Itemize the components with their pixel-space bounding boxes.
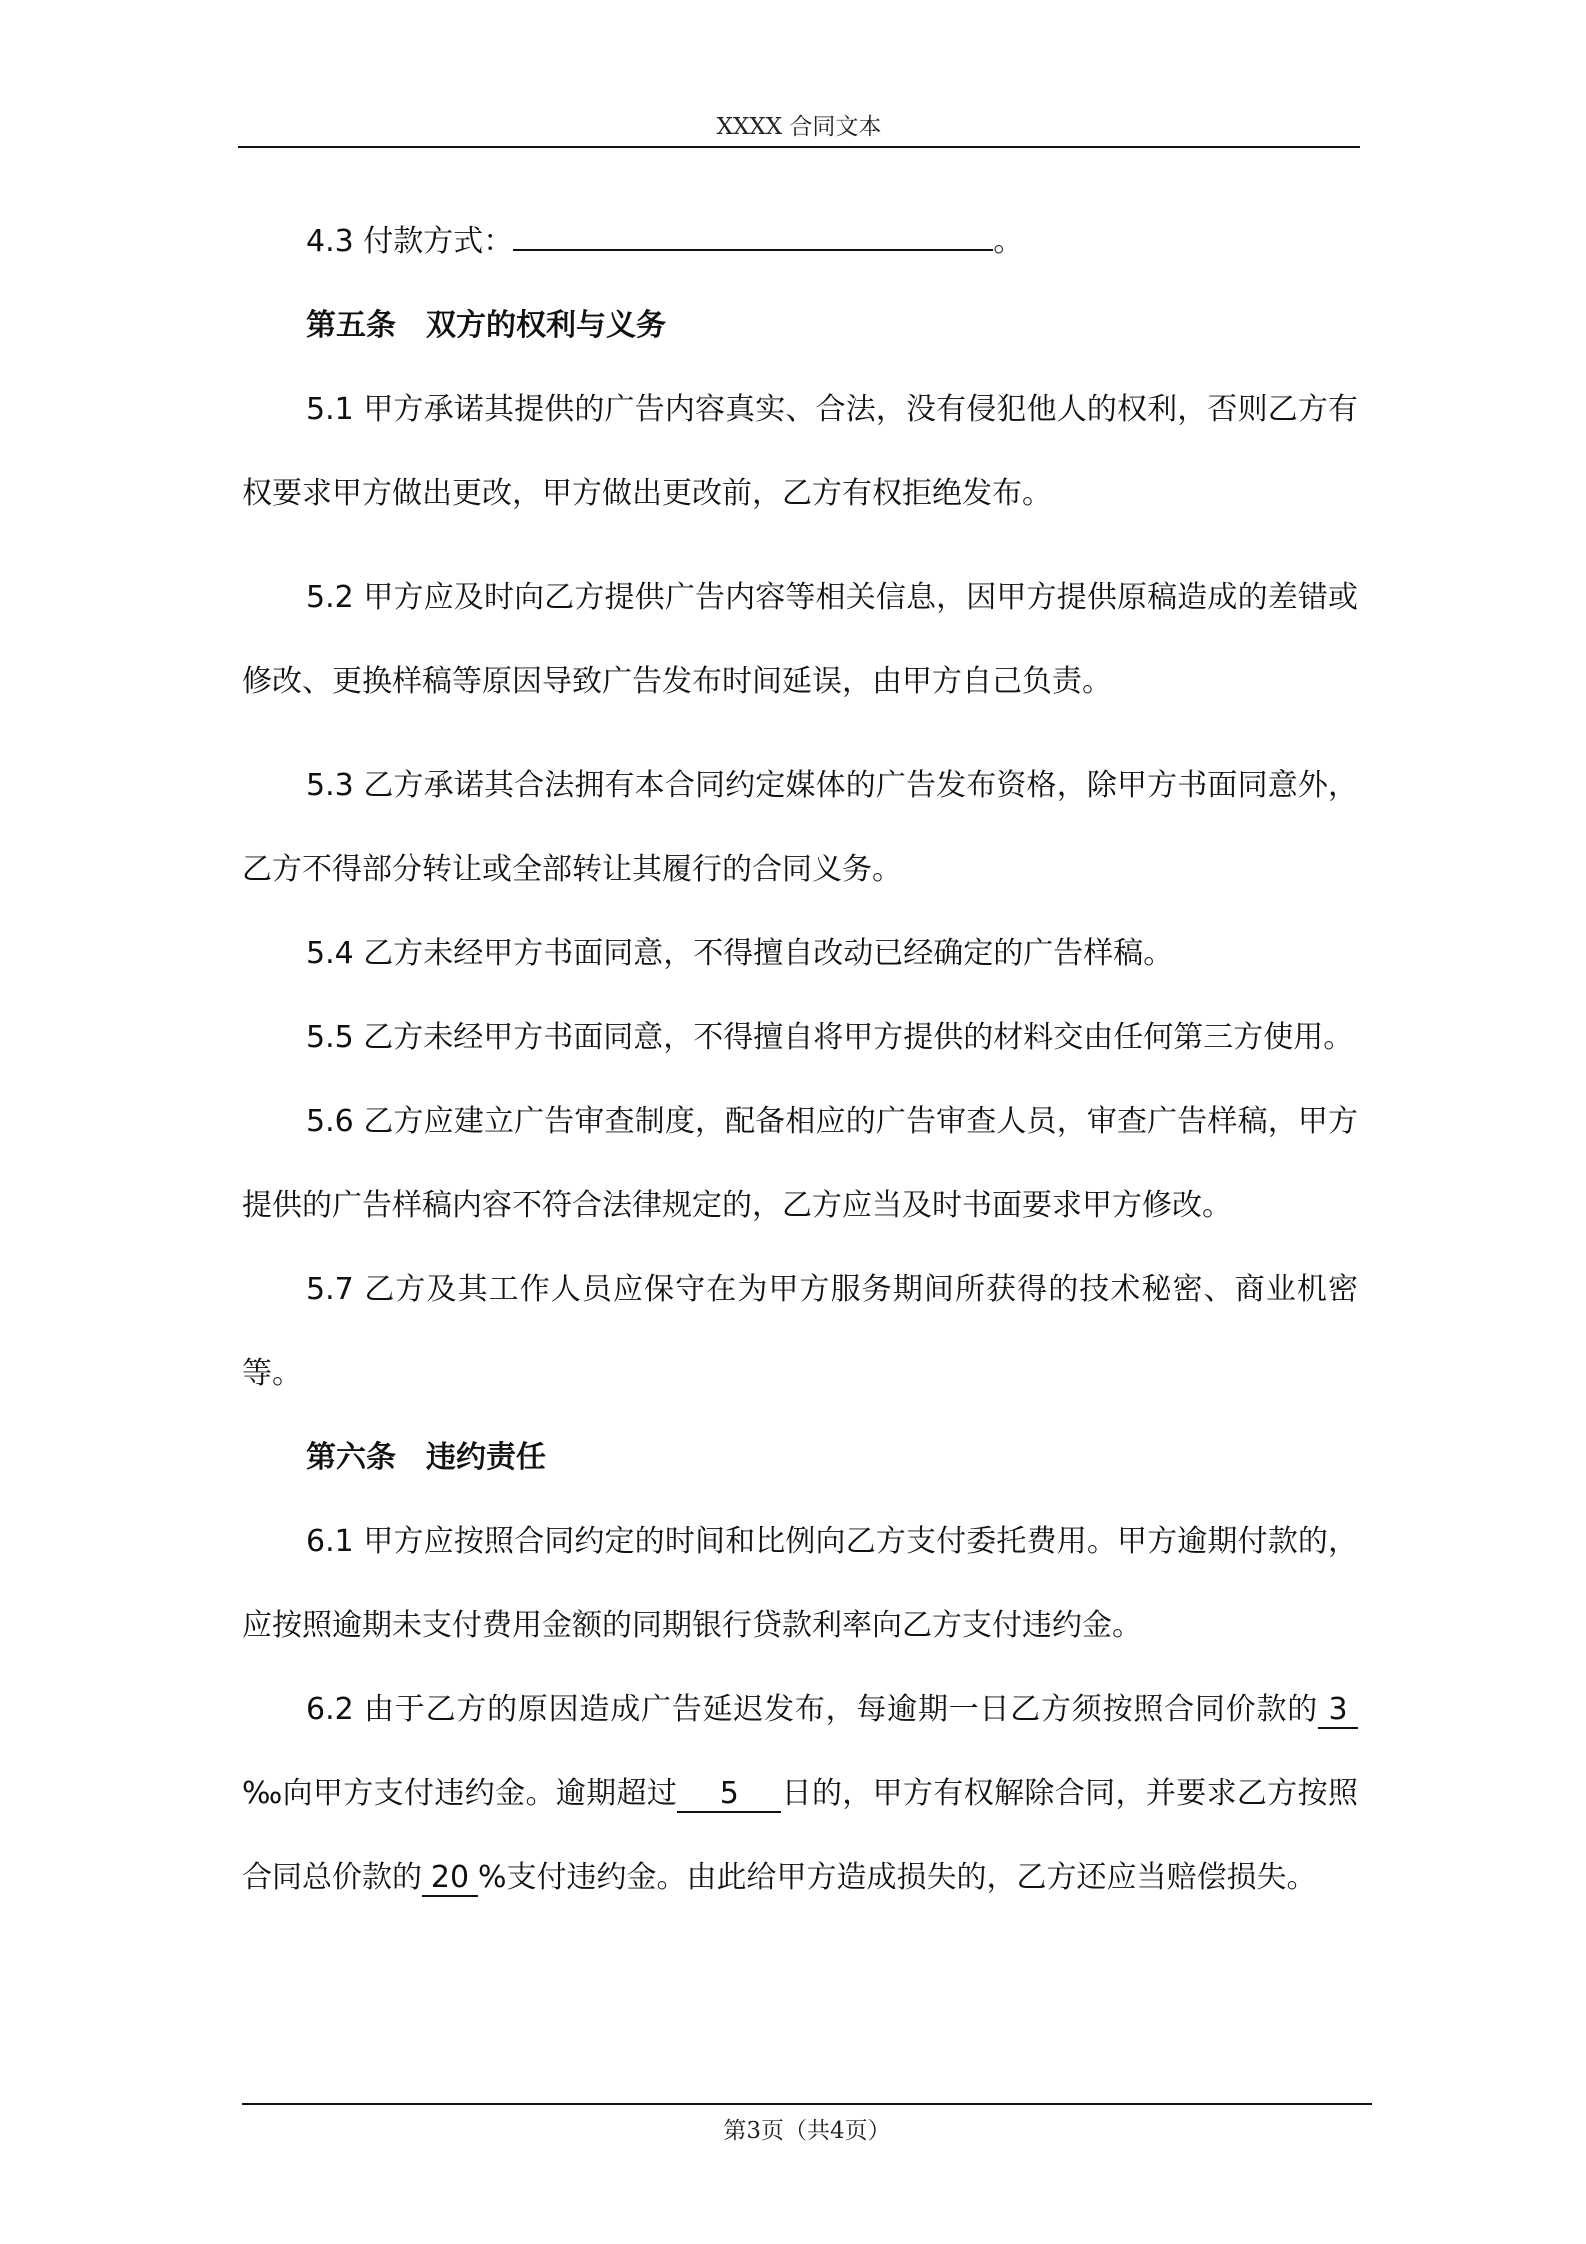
- clause-6-2-part-d: %支付违约金。由此给甲方造成损失的，乙方还应当赔偿损失。: [478, 1860, 1317, 1895]
- page-header: XXXX 合同文本: [716, 114, 882, 140]
- clause-6-2-part-c: 日的，甲方有权解除合同，并要求乙方按照合同总价款的: [242, 1776, 1358, 1895]
- article-6-title: 违约责任: [426, 1440, 546, 1475]
- document-body: [242, 200, 1358, 1920]
- clause-4-3-end: 。: [993, 224, 1024, 259]
- penalty-rate-blank: 3: [1318, 1693, 1358, 1729]
- clause-5-3: 5.3 乙方承诺其合法拥有本合同约定媒体的广告发布资格，除甲方书面同意外，乙方不得部分转让或全部转让其履行的合同义务。: [242, 768, 1358, 887]
- clause-6-2-part-b: ‰向甲方支付违约金。逾期超过: [242, 1776, 678, 1811]
- clause-5-5: 5.5 乙方未经甲方书面同意，不得擅自将甲方提供的材料交由任何第三方使用。: [306, 1020, 1354, 1055]
- overdue-days-blank: 5: [677, 1777, 781, 1813]
- clause-5-4: 5.4 乙方未经甲方书面同意，不得擅自改动已经确定的广告样稿。: [306, 936, 1174, 971]
- clause-5-1: 5.1 甲方承诺其提供的广告内容真实、合法，没有侵犯他人的权利，否则乙方有权要求甲方做出更改，甲方做出更改前，乙方有权拒绝发布。: [242, 392, 1358, 511]
- penalty-percent-blank: 20: [422, 1861, 478, 1897]
- clause-4-3: [242, 200, 1358, 284]
- article-5-title: 双方的权利与义务: [426, 308, 666, 343]
- clause-5-7: 5.7 乙方及其工作人员应保守在为甲方服务期间所获得的技术秘密、商业机密等。: [242, 1272, 1358, 1391]
- header-divider: [238, 146, 1360, 148]
- article-6-heading: [242, 1416, 1358, 1500]
- payment-method-blank: [513, 249, 993, 251]
- article-5-number: 第五条: [306, 308, 396, 343]
- clause-6-2: [242, 1668, 1358, 1920]
- clause-5-6: 5.6 乙方应建立广告审查制度，配备相应的广告审查人员，审查广告样稿，甲方提供的广告样稿内容不符合法律规定的，乙方应当及时书面要求甲方修改。: [242, 1104, 1358, 1223]
- clause-4-3-label: 4.3 付款方式：: [306, 224, 514, 259]
- page-number: 第3页（共4页）: [723, 2118, 891, 2144]
- footer-divider: [242, 2103, 1372, 2105]
- clause-5-2: 5.2 甲方应及时向乙方提供广告内容等相关信息，因甲方提供原稿造成的差错或修改、更换样稿等原因导致广告发布时间延误，由甲方自己负责。: [242, 580, 1358, 699]
- article-5-heading: [242, 284, 1358, 368]
- clause-6-2-part-a: 6.2 由于乙方的原因造成广告延迟发布，每逾期一日乙方须按照合同价款的: [306, 1692, 1318, 1727]
- article-6-number: 第六条: [306, 1440, 396, 1475]
- clause-6-1: 6.1 甲方应按照合同约定的时间和比例向乙方支付委托费用。甲方逾期付款的，应按照逾期未支付费用金额的同期银行贷款利率向乙方支付违约金。: [242, 1524, 1358, 1643]
